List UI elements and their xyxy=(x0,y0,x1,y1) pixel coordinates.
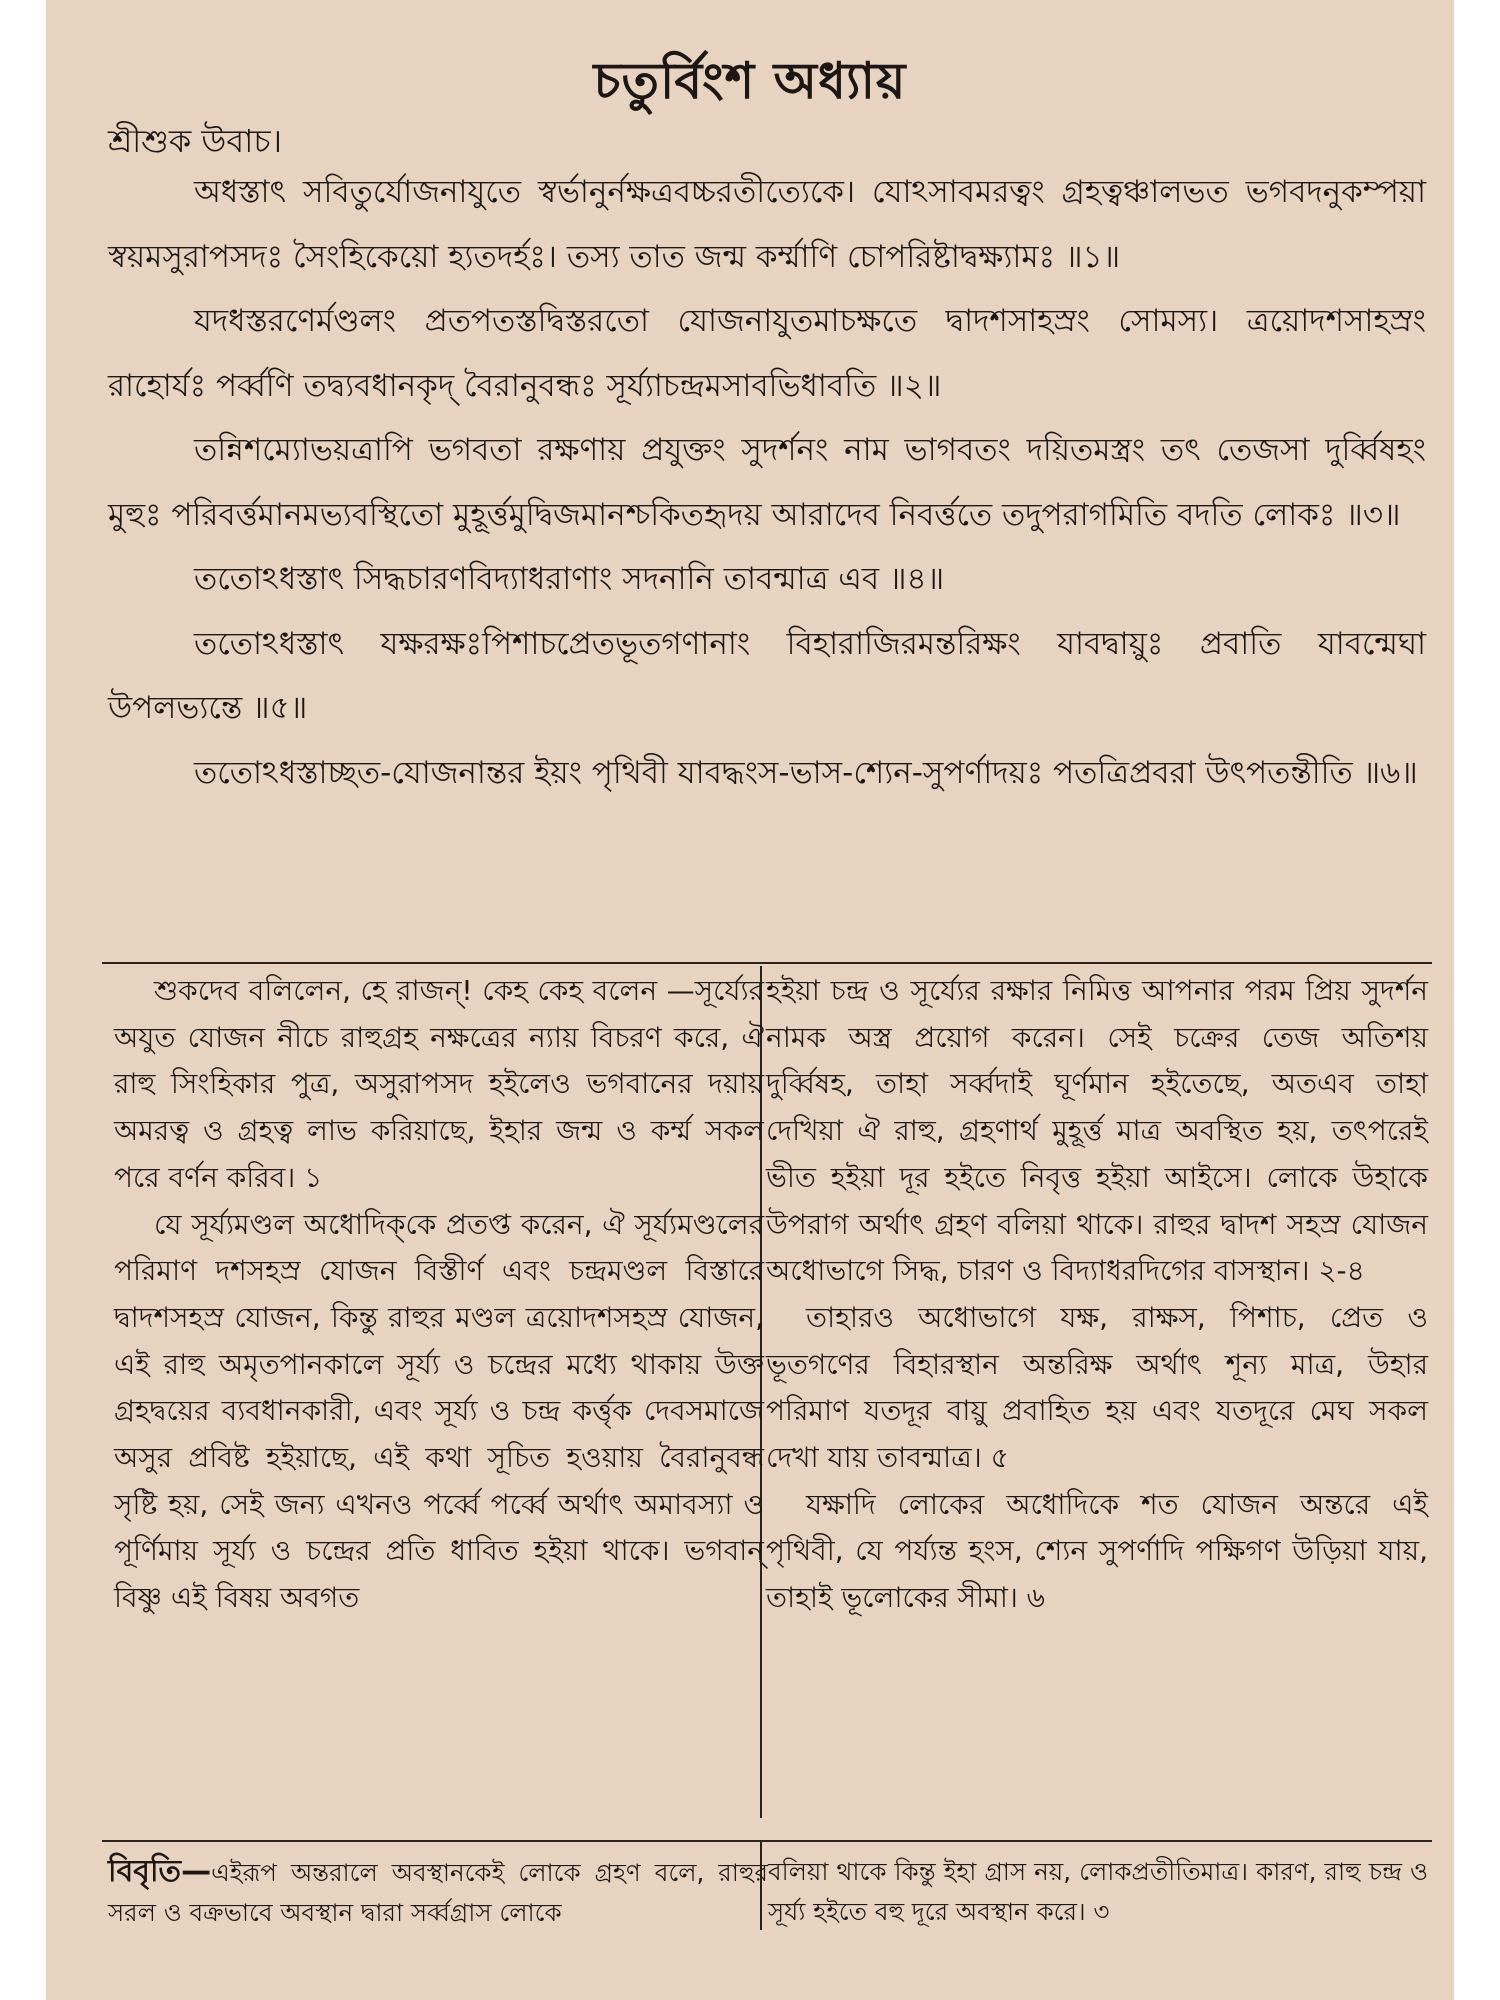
verse-6: ততোঽধস্তাচ্ছত-যোজনান্তর ইয়ং পৃথিবী যাবদ্ধংস-ভাস-শ্যেন-সুপর্ণাদয়ঃ পতত্রিপ্রবরা উৎপতন্তীতি ॥৬॥ xyxy=(194,754,1418,791)
translation-paragraph: শুকদেব বলিলেন, হে রাজন্! কেহ কেহ বলেন —সূর্য্যের অযুত যোজন নীচে রাহুগ্রহ নক্ষত্রের ন্যায় বিচরণ করে, ঐ রাহু সিংহিকার পুত্র, অসুরাপসদ হইলেও ভগবানের দয়ায় অমরত্ব ও গ্রহত্ব লাভ করিয়াছে, ইহার জন্ম ও কর্ম্ম সকল পরে বর্ণন করিব। ১ xyxy=(114,974,764,1194)
verse-2: যদধস্তরণের্মণ্ডলং প্রতপতস্তদ্বিস্তরতো যোজনাযুতমাচক্ষতে দ্বাদশসাহস্রং সোমস্য। ত্রয়োদশসাহস্রং রাহোর্যঃ পর্ব্বণি তদ্ব্যবধানকৃদ্ বৈরানুবন্ধঃ সূর্য্যাচন্দ্রমসাবভিধাবতি ॥২॥ xyxy=(108,303,1426,404)
book-page xyxy=(46,0,1454,2000)
verse-5: ততোঽধস্তাৎ যক্ষরক্ষঃপিশাচপ্রেতভূতগণানাং বিহারাজিরমন্তরিক্ষং যাবদ্বায়ুঃ প্রবাতি যাবন্মেঘা উপলভ্যন্তে ॥৫॥ xyxy=(108,625,1426,726)
chapter-title: চতুর্বিংশ অধ্যায় xyxy=(593,52,907,110)
top-divider xyxy=(102,962,1432,964)
note-divider xyxy=(102,1840,1432,1842)
translation-paragraph: তাহারও অধোভাগে যক্ষ, রাক্ষস, পিশাচ, প্রেত ও ভূতগণের বিহারস্থান অন্তরিক্ষ অর্থাৎ শূন্য মাত্র, উহার পরিমাণ যতদূর বায়ু প্রবাহিত হয় এবং যতদূরে মেঘ সকল দেখা যায় তাবন্মাত্র। ৫ xyxy=(766,1300,1428,1475)
commentary-left xyxy=(108,1852,768,1933)
sanskrit-verses xyxy=(108,160,1426,805)
commentary-label: বিবৃতি— xyxy=(108,1854,212,1889)
translation-paragraph: হইয়া চন্দ্র ও সূর্য্যের রক্ষার নিমিত্ত আপনার পরম প্রিয় সুদর্শন নামক অস্ত্র প্রয়োগ করেন। সেই চক্রের তেজ অতিশয় দুর্ব্বিষহ, তাহা সর্ব্বদাই ঘূর্ণমান হইতেছে, অতএব তাহা দেখিয়া ঐ রাহু, গ্রহণার্থ মুহূর্ত্ত মাত্র অবস্থিত হয়, তৎপরেই ভীত হইয়া দূর হইতে নিবৃত্ত হইয়া আইসে। লোকে উহাকে উপরাগ অর্থাৎ গ্রহণ বলিয়া থাকে। রাহুর দ্বাদশ সহস্র যোজন অধোভাগে সিদ্ধ, চারণ ও বিদ্যাধরদিগের বাসস্থান। ২-৪ xyxy=(766,974,1428,1288)
speaker-line: শ্রীশুক উবাচ। xyxy=(108,122,283,160)
translation-paragraph: যে সূর্য্যমণ্ডল অধোদিক্‌কে প্রতপ্ত করেন, ঐ সূর্য্যমণ্ডলের পরিমাণ দশসহস্র যোজন বিস্তীর্ণ এবং চন্দ্রমণ্ডল বিস্তারে দ্বাদশসহস্র যোজন, কিন্তু রাহুর মণ্ডল ত্রয়োদশসহস্র যোজন, এই রাহু অমৃতপানকালে সূর্য্য ও চন্দ্রের মধ্যে থাকায় উক্ত গ্রহদ্বয়ের ব্যবধানকারী, এবং সূর্য্য ও চন্দ্র কর্ত্তৃক দেবসমাজে অসুর প্রবিষ্ট হইয়াছে, এই কথা সূচিত হওয়ায় বৈরানুবন্ধ সৃষ্টি হয়, সেই জন্য এখনও পর্ব্বে পর্ব্বে অর্থাৎ অমাবস্যা ও পূর্ণিমায় সূর্য্য ও চন্দ্রের প্রতি ধাবিত হইয়া থাকে। ভগবান্ বিষ্ণু এই বিষয় অবগত xyxy=(114,1207,764,1615)
verse-1: অধস্তাৎ সবিতুর্যোজনাযুতে স্বর্ভানুর্নক্ষত্রবচ্চরতীত্যেকে। যোঽসাবমরত্বং গ্রহত্বঞ্চালভত ভগবদনুকম্পয়া স্বয়মসুরাপসদঃ সৈংহিকেয়ো হ্যতদর্হঃ। তস্য তাত জন্ম কর্ম্মাণি চোপরিষ্টাদ্বক্ষ্যামঃ ॥১॥ xyxy=(108,174,1426,275)
translation-right-column xyxy=(766,968,1428,1622)
translation-paragraph: যক্ষাদি লোকের অধোদিকে শত যোজন অন্তরে এই পৃথিবী, যে পর্য্যন্ত হংস, শ্যেন সুপর্ণাদি পক্ষিগণ উড়িয়া যায়, তাহাই ভূলোকের সীমা। ৬ xyxy=(766,1487,1428,1615)
verse-4: ততোঽধস্তাৎ সিদ্ধচারণবিদ্যাধরাণাং সদনানি তাবন্মাত্র এব ॥৪॥ xyxy=(194,561,945,597)
translation-left-column xyxy=(114,968,764,1622)
commentary-text: এইরূপ অন্তরালে অবস্থানকেই লোকে গ্রহণ বলে, রাহুর সরল ও বক্রভাবে অবস্থান দ্বারা সর্ব্বগ্রাস লোকে xyxy=(108,1858,768,1927)
verse-3: তন্নিশম্যোভয়ত্রাপি ভগবতা রক্ষণায় প্রযুক্তং সুদর্শনং নাম ভাগবতং দয়িতমস্ত্রং তৎ তেজসা দুর্ব্বিষহং মুহুঃ পরিবর্ত্তমানমভ্যবস্থিতো মুহূর্ত্তমুদ্বিজমানশ্চকিতহৃদয় আরাদেব নিবর্ত্ততে তদুপরাগমিতি বদতি লোকঃ ॥৩॥ xyxy=(108,432,1426,533)
commentary-right: বলিয়া থাকে কিন্তু ইহা গ্রাস নয়, লোকপ্রতীতিমাত্র। কারণ, রাহু চন্দ্র ও সূর্য্য হইতে বহু দূরে অবস্থান করে। ৩ xyxy=(768,1857,1428,1926)
